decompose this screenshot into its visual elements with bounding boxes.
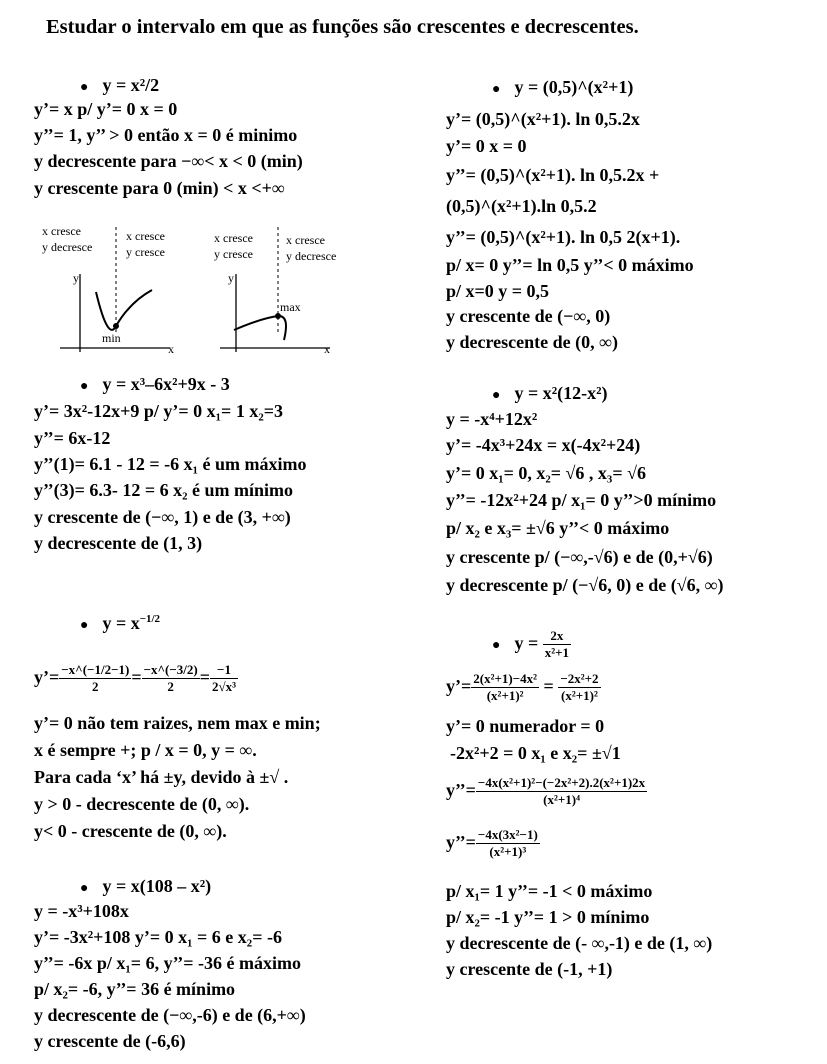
derivative-line: y’= $\frac{\text{2(x²+1)−4x²}}{\text{(x²+1)²}}$ = $\frac{\text{−2x²+2}}{\text{(x²+1)²}}$ bbox=[446, 671, 599, 704]
text-line: p/ x= 0 y’’= ln 0,5 y’’< 0 máximo bbox=[446, 255, 694, 275]
text-line: y decrescente de (1, 3) bbox=[34, 533, 203, 553]
bullet-icon: ● bbox=[80, 80, 89, 95]
function-heading-6 bbox=[492, 382, 608, 407]
min-label: min bbox=[102, 331, 121, 345]
derivative-prefix: y’= bbox=[34, 667, 60, 687]
text-line: x é sempre +; p / x = 0, y = ∞. bbox=[34, 740, 257, 760]
text-line: y crescente de (−∞, 0) bbox=[446, 306, 611, 326]
text-line: y’’= 6x-12 bbox=[34, 428, 111, 448]
max-label: max bbox=[280, 300, 301, 314]
text-line: y’= x p/ y’= 0 x = 0 bbox=[34, 99, 178, 119]
text-line: y decrescente p/ (−√6, 0) e de (√6, ∞) bbox=[446, 575, 724, 595]
function-label: y = x³–6x²+9x - 3 bbox=[102, 374, 230, 394]
function-label: y = x bbox=[102, 613, 140, 633]
function-label: y = x²/2 bbox=[102, 75, 160, 95]
bullet-icon: ● bbox=[492, 638, 501, 653]
second-derivative-line bbox=[446, 772, 647, 808]
fraction: $\frac{\text{2(x²+1)−4x²}}{\text{(x²+1)²}}$ bbox=[473, 671, 538, 704]
bullet-icon: ● bbox=[80, 881, 89, 896]
text-line: (0,5)^(x²+1).ln 0,5.2 bbox=[446, 196, 597, 216]
text-line: y crescente p/ (−∞,-√6) e de (0,+√6) bbox=[446, 547, 713, 567]
text-line: y’’= (0,5)^(x²+1). ln 0,5.2x + bbox=[446, 165, 660, 185]
function-heading-1 bbox=[80, 74, 159, 99]
text-line: y’= 0 não tem raizes, nem max e min; bbox=[34, 713, 321, 733]
text-line: y’= 0 x₁= 0, x₂= √6 , x₃= √6 bbox=[446, 463, 646, 483]
x-axis-label: x bbox=[324, 342, 330, 356]
min-curve bbox=[96, 290, 152, 330]
text-line: y< 0 - crescente de (0, ∞). bbox=[34, 821, 227, 841]
derivative-prefix: y’’= bbox=[446, 832, 476, 852]
min-graph bbox=[42, 224, 174, 356]
text-line: y’’= 1, y’’ > 0 então x = 0 é minimo bbox=[34, 125, 298, 145]
text-line: y’= (0,5)^(x²+1). ln 0,5.2x bbox=[446, 109, 640, 129]
text-line: y’’= (0,5)^(x²+1). ln 0,5 2(x+1). bbox=[446, 227, 681, 247]
graph-label: y cresce bbox=[214, 247, 253, 261]
function-heading-7 bbox=[492, 628, 571, 661]
fraction: $\frac{\text{−4x(x²+1)²−(−2x²+2).2(x²+1)2x}}{\text{(x²+1)⁴}}$ bbox=[477, 775, 646, 808]
function-exponent: −1/2 bbox=[139, 613, 161, 625]
text-line: y crescente de (−∞, 1) e de (3, +∞) bbox=[34, 507, 291, 527]
text-line: y decrescente de (−∞,-6) e de (6,+∞) bbox=[34, 1005, 306, 1025]
graph-label: x cresce bbox=[214, 231, 253, 245]
fraction: $\frac{-x\^{}(-3/2)}{2}$ bbox=[143, 662, 198, 695]
function-heading-5 bbox=[492, 76, 633, 101]
graph-label: y decresce bbox=[42, 240, 93, 254]
bullet-icon: ● bbox=[492, 388, 501, 403]
bullet-icon: ● bbox=[80, 379, 89, 394]
text-line: p/ x₂= -6, y’’= 36 é mínimo bbox=[34, 979, 236, 999]
text-line: y’= 0 x = 0 bbox=[446, 136, 527, 156]
text-line: y decrescente para −∞< x < 0 (min) bbox=[34, 151, 303, 171]
y-axis-label: y bbox=[228, 271, 234, 285]
derivative-prefix: y’’= bbox=[446, 780, 476, 800]
page-title: Estudar o intervalo em que as funções são crescentes e decrescentes. bbox=[46, 16, 639, 38]
function-heading-2 bbox=[80, 373, 230, 398]
max-graph bbox=[214, 227, 336, 356]
text-line: Para cada ‘x’ há ±y, devido à ±√ . bbox=[34, 767, 289, 787]
text-line: y crescente de (-1, +1) bbox=[446, 959, 613, 979]
text-line: y crescente de (-6,6) bbox=[34, 1031, 186, 1051]
text-line: y’= 0 numerador = 0 bbox=[446, 716, 605, 736]
function-heading-3 bbox=[80, 612, 160, 637]
text-line: p/ x₂ e x₃= ±√6 y’’< 0 máximo bbox=[446, 518, 670, 538]
min-point bbox=[113, 323, 119, 329]
text-line: p/ x₁= 1 y’’= -1 < 0 máximo bbox=[446, 881, 653, 901]
text-line: y’’= -12x²+24 p/ x₁= 0 y’’>0 mínimo bbox=[446, 490, 717, 510]
text-line: y = -x³+108x bbox=[34, 901, 129, 921]
text-line: y = -x⁴+12x² bbox=[446, 409, 538, 429]
fraction: $\frac{-1}{\text{2√x³}}$ bbox=[211, 662, 237, 695]
function-heading-4 bbox=[80, 875, 211, 900]
text-line: y > 0 - decrescente de (0, ∞). bbox=[34, 794, 250, 814]
text-line: y’= -3x²+108 y’= 0 x₁ = 6 e x₂= -6 bbox=[34, 927, 282, 947]
function-label: y = bbox=[514, 633, 539, 653]
text-line: y’’= -6x p/ x₁= 6, y’’= -36 é máximo bbox=[34, 953, 301, 973]
function-label: y = (0,5)^(x²+1) bbox=[514, 77, 634, 97]
fraction: $\frac{\text{−4x(3x²−1)}}{\text{(x²+1)³}}$ bbox=[477, 827, 538, 860]
text-line: y’’(1)= 6.1 - 12 = -6 x₁ é um máximo bbox=[34, 454, 307, 474]
text-line: y’= 3x²-12x+9 p/ y’= 0 x₁= 1 x₂=3 bbox=[34, 401, 283, 421]
text-line: y crescente para 0 (min) < x <+∞ bbox=[34, 178, 285, 198]
fraction: $\frac{-x\^{}(-1/2-1)}{2}$ bbox=[61, 662, 130, 695]
text-line: y’= -4x³+24x = x(-4x²+24) bbox=[446, 435, 641, 455]
fraction: $\frac{2x}{\text{x²+1}}$ bbox=[544, 628, 570, 661]
x-axis-label: x bbox=[168, 342, 174, 356]
text-line: y decrescente de (- ∞,-1) e de (1, ∞) bbox=[446, 933, 713, 953]
function-label: y = x²(12-x²) bbox=[514, 383, 608, 403]
function-label: y = x(108 – x²) bbox=[102, 876, 212, 896]
fraction: $\frac{\text{−2x²+2}}{\text{(x²+1)²}}$ bbox=[560, 671, 599, 704]
text-line: p/ x=0 y = 0,5 bbox=[446, 281, 550, 301]
derivative-line: y’= $\frac{-x\^{}(-1/2-1)}{2}$ = $\frac{-x\^{}(-3/2)}{2}$ = $\frac{-1}{\text{2√x³}}$ bbox=[34, 662, 237, 695]
graph-label: x cresce bbox=[286, 233, 325, 247]
graph-label: x cresce bbox=[126, 229, 165, 243]
text-line: p/ x₂= -1 y’’= 1 > 0 mínimo bbox=[446, 907, 650, 927]
text-line: -2x²+2 = 0 x₁ e x₂= ±√1 bbox=[450, 743, 621, 763]
graph-label: y decresce bbox=[286, 249, 337, 263]
y-axis-label: y bbox=[73, 271, 79, 285]
text-line: y decrescente de (0, ∞) bbox=[446, 332, 618, 352]
text-line: y’’(3)= 6.3- 12 = 6 x₂ é um mínimo bbox=[34, 480, 294, 500]
bullet-icon: ● bbox=[80, 618, 89, 633]
bullet-icon: ● bbox=[492, 82, 501, 97]
graph-label: y cresce bbox=[126, 245, 165, 259]
min-max-graph bbox=[40, 222, 340, 362]
derivative-prefix: y’= bbox=[446, 676, 472, 696]
graph-label: x cresce bbox=[42, 224, 81, 238]
second-derivative-line bbox=[446, 824, 540, 860]
